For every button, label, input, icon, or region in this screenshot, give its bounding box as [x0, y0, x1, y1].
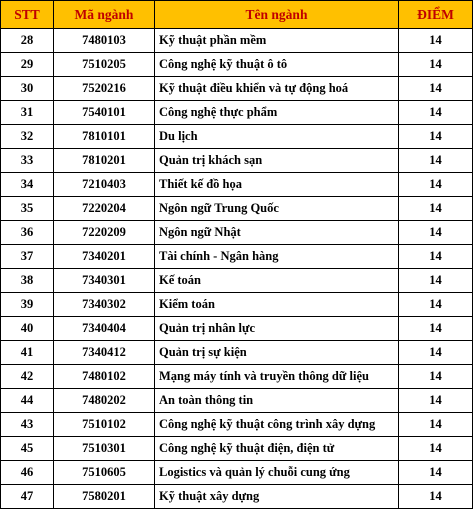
header-stt: STT: [1, 1, 54, 29]
row-score: 14: [399, 341, 473, 365]
header-row: [1, 1, 473, 29]
row-major-name: Công nghệ kỹ thuật công trình xây dựng: [155, 413, 399, 437]
row-stt: 38: [1, 269, 54, 293]
row-stt: 35: [1, 197, 54, 221]
row-major-code: 7510205: [54, 53, 155, 77]
row-major-name: Ngôn ngữ Trung Quốc: [155, 197, 399, 221]
row-stt: 39: [1, 293, 54, 317]
row-stt: 33: [1, 149, 54, 173]
row-score: 14: [399, 221, 473, 245]
row-score: 14: [399, 173, 473, 197]
table-row: [1, 389, 473, 413]
row-major-name: Kỹ thuật phần mềm: [155, 29, 399, 53]
row-score: 14: [399, 149, 473, 173]
row-score: 14: [399, 101, 473, 125]
row-major-name: Logistics và quản lý chuỗi cung ứng: [155, 461, 399, 485]
row-stt: 31: [1, 101, 54, 125]
table-row: [1, 485, 473, 509]
row-major-name: Kỹ thuật xây dựng: [155, 485, 399, 509]
row-score: 14: [399, 413, 473, 437]
row-major-name: An toàn thông tin: [155, 389, 399, 413]
table-row: [1, 293, 473, 317]
row-stt: 47: [1, 485, 54, 509]
row-stt: 46: [1, 461, 54, 485]
row-major-code: 7340301: [54, 269, 155, 293]
row-stt: 45: [1, 437, 54, 461]
row-major-code: 7810101: [54, 125, 155, 149]
row-major-name: Quản trị khách sạn: [155, 149, 399, 173]
row-major-name: Công nghệ kỹ thuật điện, điện tử: [155, 437, 399, 461]
row-score: 14: [399, 245, 473, 269]
table-row: [1, 437, 473, 461]
row-major-code: 7480103: [54, 29, 155, 53]
row-major-code: 7480202: [54, 389, 155, 413]
row-stt: 37: [1, 245, 54, 269]
header-major-name: Tên ngành: [155, 1, 399, 29]
row-major-name: Tài chính - Ngân hàng: [155, 245, 399, 269]
row-major-code: 7510301: [54, 437, 155, 461]
header-major-code: Mã ngành: [54, 1, 155, 29]
row-major-code: 7540101: [54, 101, 155, 125]
row-score: 14: [399, 125, 473, 149]
row-major-name: Mạng máy tính và truyền thông dữ liệu: [155, 365, 399, 389]
row-major-name: Ngôn ngữ Nhật: [155, 221, 399, 245]
row-major-code: 7520216: [54, 77, 155, 101]
row-stt: 29: [1, 53, 54, 77]
row-major-code: 7510102: [54, 413, 155, 437]
row-score: 14: [399, 485, 473, 509]
row-major-code: 7340201: [54, 245, 155, 269]
row-stt: 34: [1, 173, 54, 197]
table-row: [1, 149, 473, 173]
row-score: 14: [399, 269, 473, 293]
table-row: [1, 173, 473, 197]
row-major-name: Du lịch: [155, 125, 399, 149]
table-row: [1, 317, 473, 341]
row-stt: 44: [1, 389, 54, 413]
row-stt: 28: [1, 29, 54, 53]
table-body: [1, 29, 473, 509]
row-score: 14: [399, 197, 473, 221]
table-row: [1, 245, 473, 269]
table-row: [1, 125, 473, 149]
row-major-code: 7340404: [54, 317, 155, 341]
row-major-name: Kỹ thuật điều khiển và tự động hoá: [155, 77, 399, 101]
row-stt: 32: [1, 125, 54, 149]
row-stt: 40: [1, 317, 54, 341]
row-major-code: 7580201: [54, 485, 155, 509]
row-major-code: 7220209: [54, 221, 155, 245]
row-major-name: Kiểm toán: [155, 293, 399, 317]
row-major-code: 7340302: [54, 293, 155, 317]
row-major-name: Kế toán: [155, 269, 399, 293]
table-row: [1, 77, 473, 101]
row-score: 14: [399, 317, 473, 341]
row-score: 14: [399, 53, 473, 77]
table-row: [1, 53, 473, 77]
row-score: 14: [399, 365, 473, 389]
row-stt: 36: [1, 221, 54, 245]
table-row: [1, 197, 473, 221]
table-row: [1, 365, 473, 389]
table-row: [1, 269, 473, 293]
row-major-code: 7510605: [54, 461, 155, 485]
table-row: [1, 29, 473, 53]
table-row: [1, 413, 473, 437]
table-row: [1, 341, 473, 365]
row-major-code: 7480102: [54, 365, 155, 389]
row-stt: 43: [1, 413, 54, 437]
row-score: 14: [399, 293, 473, 317]
table-row: [1, 101, 473, 125]
row-major-code: 7220204: [54, 197, 155, 221]
row-score: 14: [399, 29, 473, 53]
row-major-name: Công nghệ thực phẩm: [155, 101, 399, 125]
row-major-name: Quản trị sự kiện: [155, 341, 399, 365]
row-major-name: Công nghệ kỹ thuật ô tô: [155, 53, 399, 77]
row-major-name: Quản trị nhân lực: [155, 317, 399, 341]
row-major-code: 7210403: [54, 173, 155, 197]
row-score: 14: [399, 77, 473, 101]
row-stt: 41: [1, 341, 54, 365]
table-row: [1, 221, 473, 245]
header-score: ĐIỂM: [399, 1, 473, 29]
row-major-code: 7340412: [54, 341, 155, 365]
row-score: 14: [399, 389, 473, 413]
row-score: 14: [399, 461, 473, 485]
row-major-code: 7810201: [54, 149, 155, 173]
table-row: [1, 461, 473, 485]
row-stt: 30: [1, 77, 54, 101]
row-score: 14: [399, 437, 473, 461]
table-header: [1, 1, 473, 29]
row-major-name: Thiết kế đồ họa: [155, 173, 399, 197]
row-stt: 42: [1, 365, 54, 389]
